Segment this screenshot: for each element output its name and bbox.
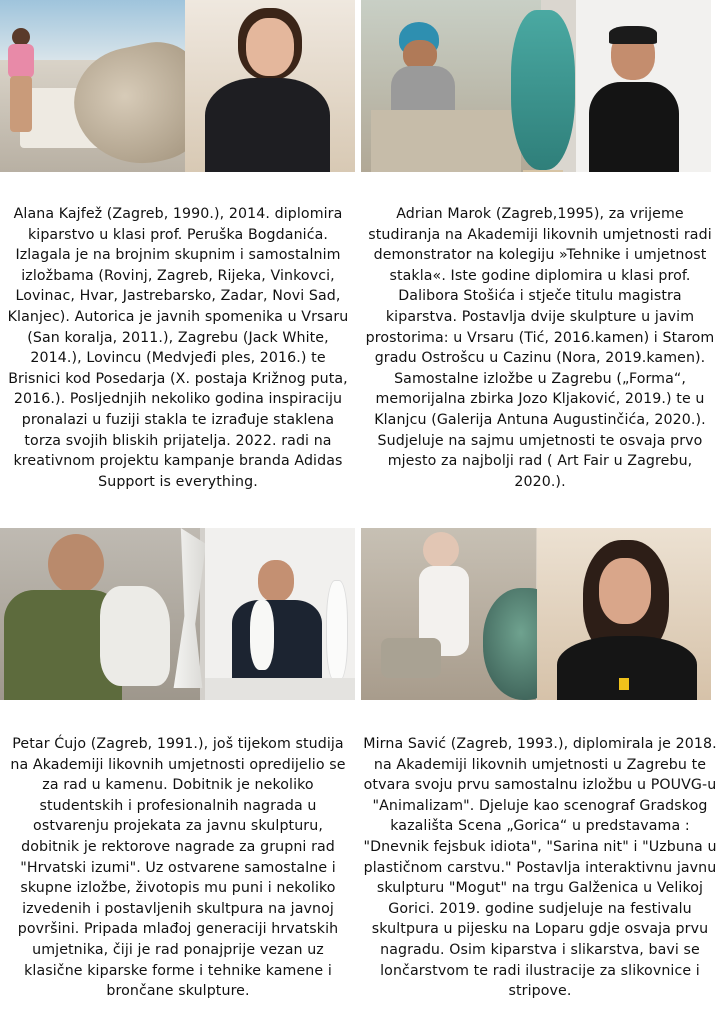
artist-bio-alana: Alana Kajfež (Zagreb, 1990.), 2014. diplomira kiparstvo u klasi prof. Peruška Bogdanića. Izlagala je na brojnim skupnim i samostalnim izložbama (Rovinj, Zagreb, Rijeka, Vinkovci, Lovinac, Hvar, Jastrebarsko, Zadar, Novi Sad, Klanjec). Autorica je javnih spomenika u Vrsaru (San koralja, 2011.), Zagrebu (Jack White, 2014.), Lovincu (Medvjeđi ples, 2016.) te Brisnici kod Posedarja (X. postaja Križnog puta, 2016.). Posljednjih nekoliko godina inspiraciju pronalazi u fuziji stakla te izrađuje staklena torza svojih bliskih prijatelja. 2022. radi na kreativnom projektu kampanje branda Adidas Support is everything. [7, 206, 349, 490]
artist-bio-adrian: Adrian Marok (Zagreb,1995), za vrijeme studiranja na Akademiji likovnih umjetnosti radi demonstrator na kolegiju »Tehnike i umjetnost stakla«. Iste godine diplomira u klasi prof. Dalibora Stošića i stječe titulu magistra kiparstva. Postavlja dvije skulpture u javim prostorima: u Vrsaru (Tić, 2016.kamen) i Starom gradu Ostrošcu u Cazinu (Nora, 2019.kamen). Samostalne izložbe u Zagrebu („Forma“, memorijalna zbirka Jozo Kljaković, 2019.) te u Klanjcu (Galerija Antuna Augustinčića, 2020.). Sudjeluje na sajmu umjetnosti te osvaja prvo mjesto za najbolji rad ( Art Fair u Zagrebu, 2020.). [365, 206, 715, 490]
artist-photo-mirna [361, 528, 711, 700]
bronze-sculpture-image [511, 10, 575, 170]
artist-photo-alana [0, 0, 355, 172]
artist-photo-adrian [361, 0, 711, 172]
artist-photo-petar [0, 528, 355, 700]
artist-bio-petar: Petar Ćujo (Zagreb, 1991.), još tijekom studija na Akademiji likovnih umjetnosti opredijelio se za rad u kamenu. Dobitnik je nekoliko studentskih i profesionalnih nagrada u ostvarenju projekata za javnu skulpturu, dobitnik je rektorove nagrade za grupni rad "Hrvatski izumi". Uz ostvarene samostalne i skupne izložbe, životopis mu puni i nekoliko izvedenih i postavljenih skultpura na javnoj površini. Pripada mlađoj generaciji hrvatskih umjetnika, čiji je rad ponajprije vezan uz klasične kiparske forme i tehnike kamene i brončane skulpture. [10, 736, 346, 1000]
artist-bio-mirna: Mirna Savić (Zagreb, 1993.), diplomirala je 2018. na Akademiji likovnih umjetnosti u Zagrebu te otvara svoju prvu samostalnu izložbu u POUVG-u "Animalizam". Djeluje kao scenograf Gradskog kazališta Scena „Gorica“ u predstavama : "Dnevnik fejsbuk idiota", "Sarina nit" i "Uzbuna u plastičnom carstvu." Postavlja interaktivnu javnu skulpturu "Mogut" na trgu Galženica u Velikoj Gorici. 2019. godine sudjeluje na festivalu skultpura u pijesku na Loparu gdje osvaja prvu nagradu. Osim kiparstva i slikarstva, bavi se lončarstvom te radi ilustracije za slikovnice i stripove. [363, 736, 717, 1000]
